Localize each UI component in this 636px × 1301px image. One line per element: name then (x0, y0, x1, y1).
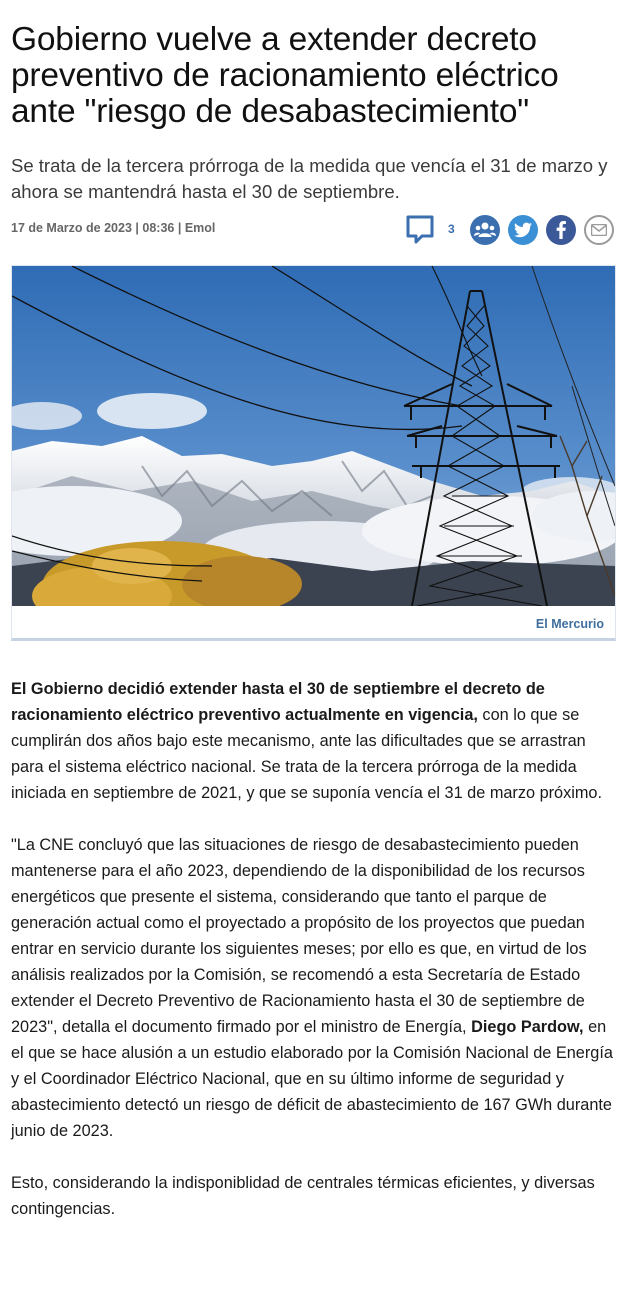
photo-power-tower-mountains (12, 266, 615, 606)
comment-icon (404, 214, 438, 246)
body-lead-rest: con lo que se cumplirán dos años bajo este mecanismo, ante las dificultades que se arrastran para el sistema eléctrico nacional. Se trata de la tercera prórroga de la medida iniciada en septiembre de 2021, y que se suponía vencía el 31 de marzo próximo. (11, 706, 603, 802)
article-subtitle: Se trata de la tercera prórroga de la medida que vencía el 31 de marzo y ahora se mantendrá hasta el 30 de septiembre. (11, 155, 608, 202)
article-byline (11, 221, 215, 235)
email-share-button[interactable] (584, 215, 614, 245)
facebook-icon (555, 221, 567, 239)
body-paragraph (11, 832, 619, 1144)
article-figure (11, 265, 616, 641)
byline-separator: | (177, 221, 182, 235)
users-icon (474, 221, 496, 239)
users-share-button[interactable] (470, 215, 500, 245)
email-icon (591, 224, 607, 236)
article-time: 08:36 (142, 221, 175, 235)
article-body (11, 676, 619, 1248)
body-paragraph (11, 676, 619, 806)
share-bar (404, 214, 616, 246)
article-date: 17 de Marzo de 2023 (11, 221, 132, 235)
body-quote: "La CNE concluyó que las situaciones de riesgo de desabastecimiento pueden mantenerse para el año 2023, dependiendo de la disponibilidad de los recursos energéticos que presente el sistema, considerando que tanto el parque de generación actual como el proyectado a propósito de los proyectos que puedan entrar en servicio durante los siguientes meses; por ello es que, en virtud de los análisis realizados por la Comisión, se recomendó a esta Secretaría de Estado extender el Decreto Preventivo de Racionamiento hasta el 30 de septiembre de 2023", detalla el documento firmado por el ministro de Energía, (11, 836, 587, 1036)
comments-button[interactable] (404, 214, 438, 246)
body-paragraph: Esto, considerando la indisponiblidad de centrales térmicas eficientes, y diversas contingencias. (11, 1174, 595, 1218)
twitter-share-button[interactable] (508, 215, 538, 245)
article-headline: Gobierno vuelve a extender decreto preventivo de racionamiento eléctrico ante "riesgo de desabastecimiento" (11, 21, 559, 130)
image-credit: El Mercurio (535, 617, 604, 631)
comment-count[interactable]: 3 (448, 222, 455, 236)
twitter-icon (514, 222, 532, 238)
minister-name: Diego Pardow, (471, 1018, 584, 1036)
body-lead-bold: El Gobierno decidió extender hasta el 30 de septiembre el decreto de racionamiento eléctrico preventivo actualmente en vigencia, (11, 680, 545, 724)
article-source: Emol (184, 221, 216, 235)
byline-separator: | (135, 221, 139, 235)
body-quote-end: en el que se hace alusión a un estudio elaborado por la Comisión Nacional de Energía y el Coordinador Eléctrico Nacional, que en su último informe de seguridad y abastecimiento detectó un riesgo de déficit de abastecimiento de 167 GWh durante junio de 2023. (11, 1018, 613, 1140)
article-photo[interactable] (12, 266, 615, 606)
facebook-share-button[interactable] (546, 215, 576, 245)
